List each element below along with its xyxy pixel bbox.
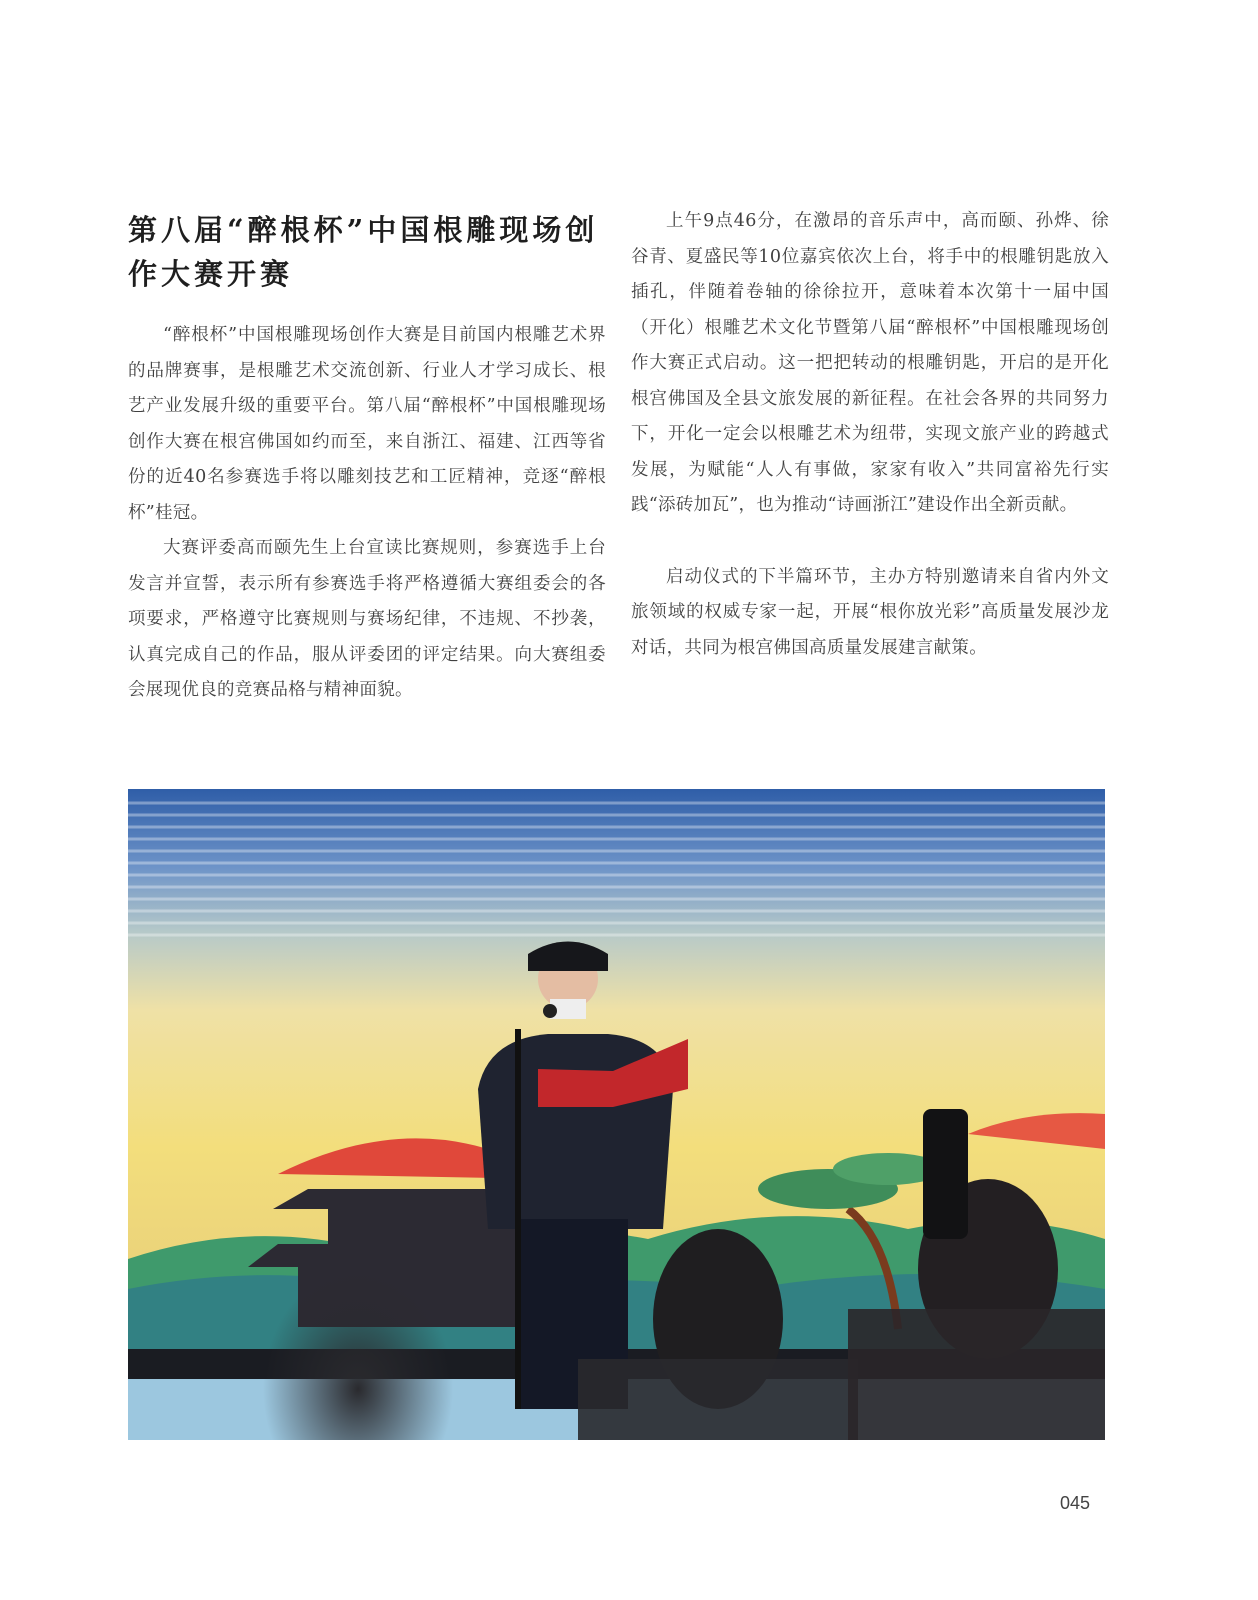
camera-lens bbox=[923, 1109, 968, 1239]
paragraph-intro: “醉根杯”中国根雕现场创作大赛是目前国内根雕艺术界的品牌赛事，是根雕艺术交流创新、行业人才学习成长、根艺产业发展升级的重要平台。第八届“醉根杯”中国根雕现场创作大赛在根宫佛国如约而至，来自浙江、福建、江西等省份的近40名参赛选手将以雕刻技艺和工匠精神，竞逐“醉根杯”桂冠。 bbox=[128, 325, 606, 523]
right-column bbox=[631, 204, 1109, 666]
paragraph-ceremony: 上午9点46分，在激昂的音乐声中，高而颐、孙烨、徐谷青、夏盛民等10位嘉宾依次上台，将手中的根雕钥匙放入插孔，伴随着卷轴的徐徐拉开，意味着本次第十一届中国（开化）根雕艺术文化节暨第八届“醉根杯”中国根雕现场创作大赛正式启动。这一把把转动的根雕钥匙，开启的是开化根宫佛国及全县文旅发展的新征程。在社会各界的共同努力下，开化一定会以根雕艺术为纽带，实现文旅产业的跨越式发展，为赋能“人人有事做，家家有收入”共同富裕先行实践“添砖加瓦”，也为推动“诗画浙江”建设作出全新贡献。 bbox=[631, 211, 1109, 515]
article-title: 第八届“醉根杯”中国根雕现场创作大赛开赛 bbox=[128, 213, 599, 291]
paragraph-judge: 大赛评委高而颐先生上台宣读比赛规则，参赛选手上台发言并宣誓，表示所有参赛选手将严格遵循大赛组委会的各项要求，严格遵守比赛规则与赛场纪律，不违规、不抄袭，认真完成自己的作品，服从评委团的评定结果。向大赛组委会展现优良的竞赛品格与精神面貌。 bbox=[128, 538, 606, 700]
stage-speech-photo bbox=[128, 789, 1105, 1440]
paragraph-salon: 启动仪式的下半篇环节，主办方特别邀请来自省内外文旅领域的权威专家一起，开展“根你放光彩”高质量发展沙龙对话，共同为根宫佛国高质量发展建言献策。 bbox=[631, 566, 1109, 658]
page-number: 045 bbox=[1060, 1493, 1091, 1513]
left-column bbox=[128, 318, 606, 709]
